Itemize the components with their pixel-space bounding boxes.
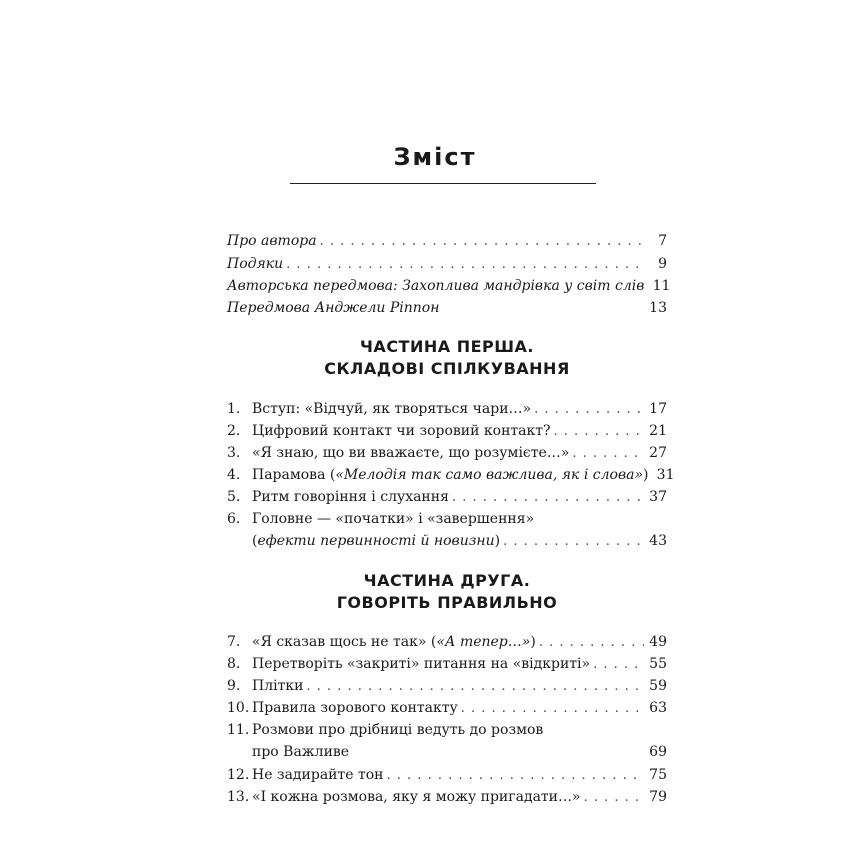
chapter-number: 1. <box>227 401 241 417</box>
chapter-page: 59 <box>649 678 667 694</box>
dot-leader <box>452 490 644 505</box>
dot-leader <box>503 534 644 549</box>
chapter-page: 69 <box>649 744 667 760</box>
chapter-title-text: ( <box>252 533 258 549</box>
chapter-title: Ритм говоріння і слухання <box>252 489 449 505</box>
chapter-title: Цифровий контакт чи зоровий контакт? <box>252 423 551 439</box>
chapter-page: 75 <box>649 767 667 783</box>
chapter-number: 13. <box>227 789 250 805</box>
chapter-title: «І кожна розмова, яку я можу пригадати…» <box>252 789 581 805</box>
chapter-title-continuation: про Важливе <box>252 744 350 760</box>
toc-chapter-10[interactable] <box>227 700 667 722</box>
chapter-page: 55 <box>649 656 667 672</box>
part2-heading <box>227 570 667 614</box>
chapter-title-italic: ефекти первинності й новизни <box>257 533 495 549</box>
chapter-page: 79 <box>649 789 667 805</box>
chapter-page: 43 <box>649 533 667 549</box>
toc-chapter-3[interactable] <box>227 445 667 467</box>
toc-entry-page: 11 <box>652 278 671 294</box>
dot-leader <box>286 257 644 272</box>
toc-chapter-7[interactable] <box>227 634 667 656</box>
chapter-number: 10. <box>227 700 250 716</box>
chapter-number: 4. <box>227 467 241 483</box>
chapter-title <box>252 634 536 650</box>
chapter-number: 7. <box>227 634 241 650</box>
dot-leader <box>306 679 644 694</box>
chapter-title-text: ) <box>530 634 536 650</box>
toc-chapter-6-continuation[interactable] <box>252 533 667 555</box>
chapter-page: 63 <box>649 700 667 716</box>
chapter-title: Плітки <box>252 678 304 694</box>
chapter-number: 2. <box>227 423 241 439</box>
dot-leader <box>539 635 644 650</box>
chapter-number: 6. <box>227 511 241 527</box>
chapter-title-continuation <box>252 533 500 549</box>
chapter-title <box>252 467 649 483</box>
dot-leader <box>320 234 644 249</box>
chapter-title: Розмови про дрібниці ведуть до розмов <box>252 722 544 738</box>
dot-leader <box>593 657 644 672</box>
chapter-number: 11. <box>227 722 250 738</box>
toc-chapter-11[interactable] <box>227 722 667 744</box>
toc-entry-acknowledgements[interactable] <box>227 256 667 278</box>
chapter-title-text: Парамова ( <box>252 467 336 483</box>
chapter-page: 31 <box>656 467 675 483</box>
chapter-title: Не задирайте тон <box>252 767 384 783</box>
dot-leader <box>584 790 644 805</box>
toc-entry-title: Передмова Анджели Ріппон <box>227 300 440 316</box>
chapter-page: 37 <box>649 489 667 505</box>
toc-chapter-1[interactable] <box>227 401 667 423</box>
chapter-title: Головне — «початки» і «завершення» <box>252 511 535 527</box>
part1-heading-line1: ЧАСТИНА ПЕРША. <box>360 337 534 356</box>
toc-entry-title: Подяки <box>227 256 284 272</box>
chapter-title-italic: «Мелодія так само важлива, як і слова» <box>335 467 644 483</box>
toc-chapter-13[interactable] <box>227 789 667 811</box>
part2-heading-line2: ГОВОРІТЬ ПРАВИЛЬНО <box>336 593 558 612</box>
chapter-title: «Я знаю, що ви вважаєте, що розумієте…» <box>252 445 570 461</box>
part1-heading <box>227 336 667 380</box>
chapter-page: 17 <box>649 401 667 417</box>
toc-chapter-6[interactable] <box>227 511 667 533</box>
toc-chapter-8[interactable] <box>227 656 667 678</box>
toc-entry-page: 13 <box>649 300 667 316</box>
toc-chapter-5[interactable] <box>227 489 667 511</box>
chapter-number: 12. <box>227 767 250 783</box>
chapter-title-text: ) <box>643 467 649 483</box>
toc-chapter-12[interactable] <box>227 767 667 789</box>
toc-chapter-2[interactable] <box>227 423 667 445</box>
part2-heading-line1: ЧАСТИНА ДРУГА. <box>363 571 531 590</box>
toc-entry-title: Про автора <box>227 233 317 249</box>
chapter-number: 5. <box>227 489 241 505</box>
toc-entry-page: 9 <box>658 256 667 272</box>
chapter-number: 3. <box>227 445 241 461</box>
chapter-title-italic: «А тепер…» <box>436 634 531 650</box>
chapter-page: 27 <box>649 445 667 461</box>
chapter-title-text: ) <box>494 533 501 549</box>
title-divider <box>290 183 596 184</box>
page-title: Зміст <box>393 143 477 171</box>
toc-chapter-4[interactable] <box>227 467 675 489</box>
chapter-page: 49 <box>649 634 667 650</box>
part1-heading-line2: СКЛАДОВІ СПІЛКУВАННЯ <box>324 359 570 378</box>
toc-entry-page: 7 <box>658 233 667 249</box>
toc-entry-author-preface[interactable] <box>227 278 671 300</box>
toc-entry-foreword[interactable] <box>227 300 667 322</box>
toc-chapter-11-continuation[interactable] <box>252 744 667 766</box>
chapter-number: 8. <box>227 656 241 672</box>
toc-entry-about-author[interactable] <box>227 233 667 255</box>
chapter-title: Вступ: «Відчуй, як творяться чари…» <box>252 401 532 417</box>
chapter-number: 9. <box>227 678 241 694</box>
chapter-page: 21 <box>649 423 667 439</box>
dot-leader <box>387 768 644 783</box>
toc-entry-title: Авторська передмова: Захоплива мандрівка у світ слів <box>227 278 645 294</box>
toc-chapter-9[interactable] <box>227 678 667 700</box>
dot-leader <box>572 446 644 461</box>
chapter-title: Перетворіть «закриті» питання на «відкриті» <box>252 656 591 672</box>
dot-leader <box>554 424 644 439</box>
chapter-title-text: «Я сказав щось не так» ( <box>252 634 437 650</box>
dot-leader <box>534 402 644 417</box>
dot-leader <box>461 701 644 716</box>
chapter-title: Правила зорового контакту <box>252 700 458 716</box>
